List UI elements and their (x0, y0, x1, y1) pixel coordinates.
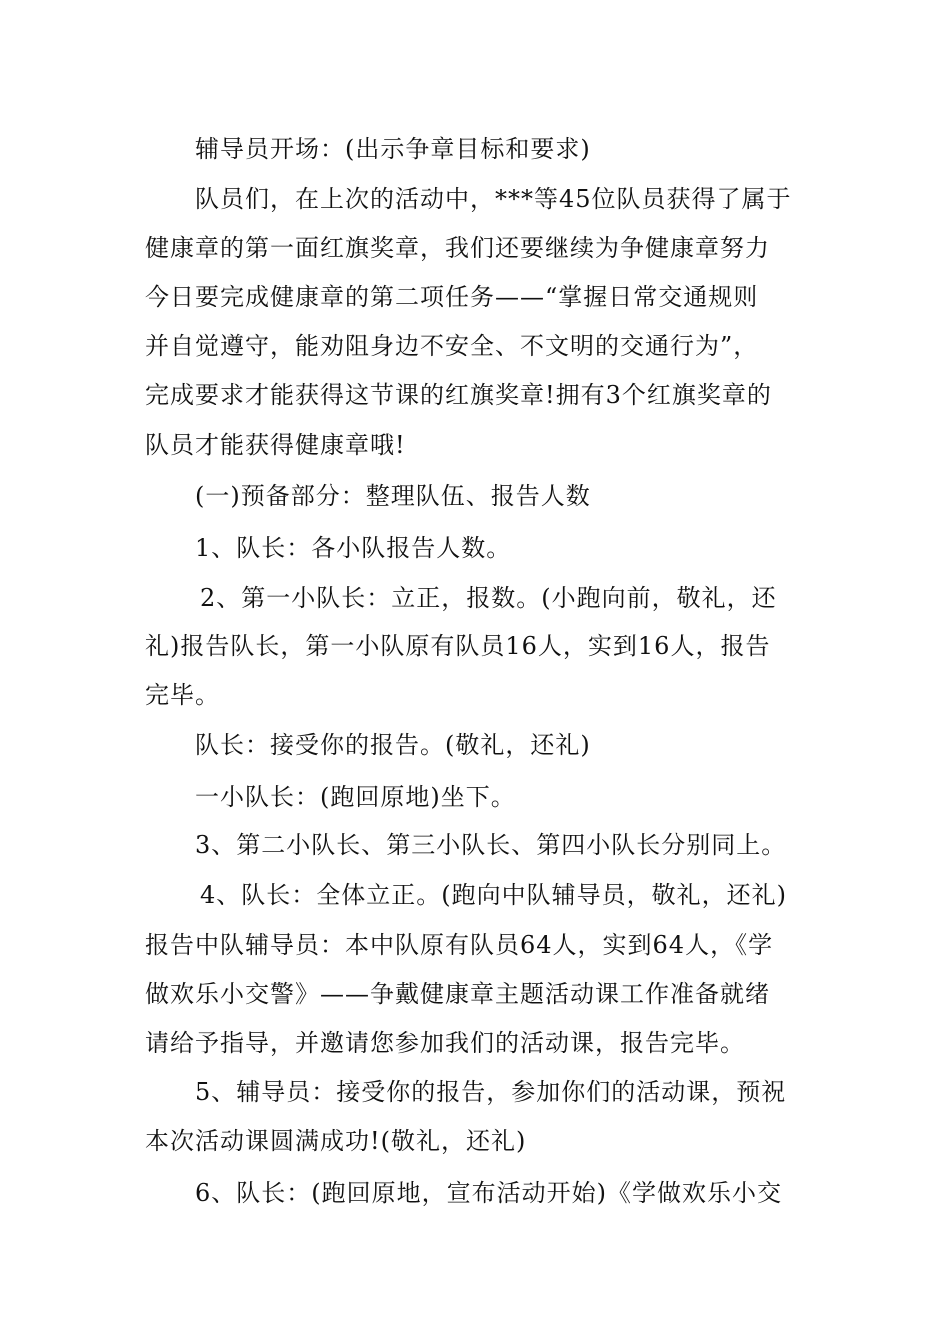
text-line: 3、第二小队长、第三小队长、第四小队长分别同上。 (195, 831, 787, 859)
text-line: 完毕。 (145, 681, 220, 709)
text-line: 1、队长：各小队报告人数。 (195, 534, 512, 562)
text-line: 健康章的第一面红旗奖章，我们还要继续为争健康章努力 (145, 234, 770, 262)
text-line: 一小队长：(跑回原地)坐下。 (195, 783, 516, 811)
text-line: 2、第一小队长：立正，报数。(小跑向前，敬礼，还 (200, 584, 777, 612)
text-line: 请给予指导，并邀请您参加我们的活动课，报告完毕。 (145, 1029, 745, 1057)
text-line: 并自觉遵守，能劝阻身边不安全、不文明的交通行为”， (145, 332, 759, 360)
text-line: 队员才能获得健康章哦! (145, 431, 406, 459)
text-line: 做欢乐小交警》——争戴健康章主题活动课工作准备就绪 (145, 980, 770, 1008)
text-line: 辅导员开场：(出示争章目标和要求) (195, 135, 591, 163)
text-line: 4、队长：全体立正。(跑向中队辅导员，敬礼，还礼) (200, 881, 787, 909)
text-line: 今日要完成健康章的第二项任务——“掌握日常交通规则 (145, 283, 759, 311)
text-line: 6、队长：(跑回原地，宣布活动开始)《学做欢乐小交 (195, 1179, 782, 1207)
section-heading: (一)预备部分：整理队伍、报告人数 (195, 482, 591, 510)
text-line: 完成要求才能获得这节课的红旗奖章!拥有3个红旗奖章的 (145, 381, 772, 409)
text-line: 5、辅导员：接受你的报告，参加你们的活动课，预祝 (195, 1078, 787, 1106)
text-line: 本次活动课圆满成功!(敬礼，还礼) (145, 1127, 527, 1155)
text-line: 礼)报告队长，第一小队原有队员16人，实到16人，报告 (145, 632, 771, 660)
text-line: 队长：接受你的报告。(敬礼，还礼) (195, 731, 591, 759)
text-line: 报告中队辅导员：本中队原有队员64人，实到64人，《学 (145, 931, 774, 959)
text-line: 队员们，在上次的活动中，***等45位队员获得了属于 (195, 185, 792, 213)
